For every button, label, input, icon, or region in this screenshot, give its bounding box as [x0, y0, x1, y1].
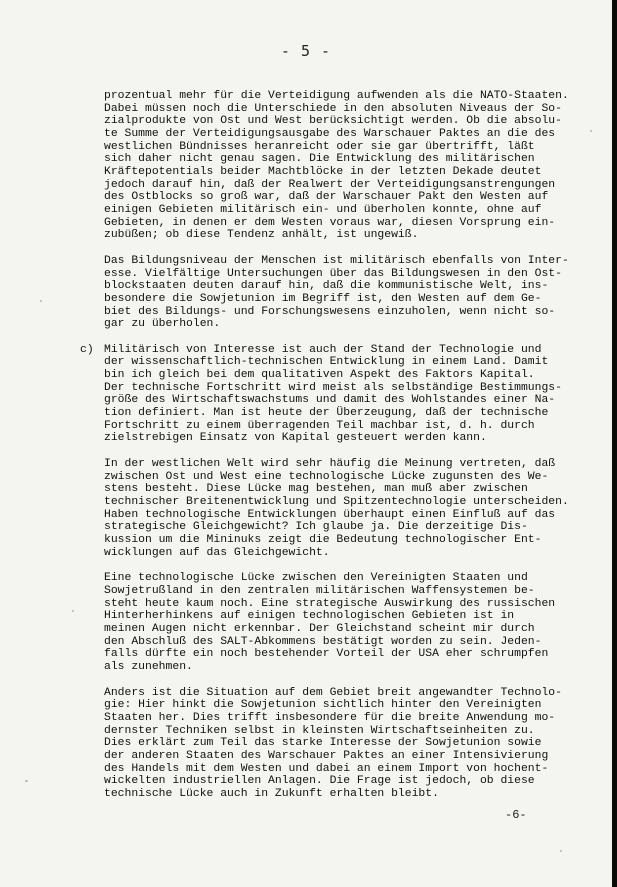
text-line: sich daher nicht genau sagen. Die Entwicklung des militärischen [104, 153, 535, 166]
text-line: größe des Wirtschaftswachstums und damit des Wohlstandes einer Na- [104, 394, 556, 407]
text-line: blockstaaten deuten darauf hin, daß die kommunistische Welt, ins- [104, 280, 549, 293]
text-line: In der westlichen Welt wird sehr häufig die Meinung vertreten, daß [104, 458, 556, 471]
text-line: Der technische Fortschritt wird meist als selbständige Bestimmungs- [104, 381, 562, 394]
text-line: te Summe der Verteidigungsausgabe des Warschauer Paktes an die des [104, 127, 556, 140]
text-line: wickelten industriellen Anlagen. Die Frage ist jedoch, ob diese [104, 775, 535, 788]
text-line: zubüßen; ob diese Tendenz anhält, ist ungewiß. [104, 229, 419, 242]
text-line: Anders ist die Situation auf dem Gebiet breit angewandter Technolo- [104, 686, 562, 699]
text-line: Haben technologische Entwicklungen überhaupt einen Einfluß auf das [104, 508, 556, 521]
text-line: den Abschluß des SALT-Abkommens bestätigt worden zu sein. Jeden- [104, 635, 542, 648]
text-line: prozentual mehr für die Verteidigung aufwenden als die NATO-Staaten. [104, 90, 569, 102]
text-line: westlichen Bündnisses heranreicht oder sie gar übertrifft, läßt [104, 140, 535, 153]
text-line: des Handels mit dem Westen und dabei an einem Import von hochent- [104, 762, 549, 775]
text-line: biet des Bildungs- und Forschungswesens einzuholen, wenn nicht so- [104, 305, 556, 318]
scan-speck [25, 780, 28, 782]
paragraph [104, 458, 600, 559]
text-line: Kräftepotentials beider Machtblöcke in der letzten Dekade deutet [104, 165, 542, 178]
text-line: gar zu überholen. [104, 318, 221, 331]
text-line: Hinterherhinkens auf einigen technologischen Gebieten ist in [104, 610, 515, 623]
text-line: Sowjetrußland in den zentralen militärischen Waffensystemen be- [104, 584, 535, 597]
list-marker: c) [80, 343, 94, 356]
text-line: einigen Gebieten militärisch ein- und überholen konnte, ohne auf [104, 203, 542, 216]
text-line: steht heute kaum noch. Eine strategische Auswirkung des russischen [104, 597, 556, 610]
text-line: wicklungen auf das Gleichgewicht. [104, 546, 330, 559]
text-line: gie: Hier hinkt die Sowjetunion sichtlich hinter den Vereinigten [104, 699, 542, 712]
scan-speck [590, 130, 592, 132]
text-line: technischer Breitenentwicklung und Spitzentechnologie unterscheiden. [104, 496, 569, 509]
text-line: Gebieten, in denen er dem Westen voraus war, diesen Vorsprung ein- [104, 216, 556, 229]
page-number: - 5 - [280, 42, 332, 60]
text-line: des Ostblocks so groß war, daß der Warschauer Pakt den Westen auf [104, 191, 549, 204]
scan-edge [612, 0, 617, 887]
text-line: Dabei müssen noch die Unterschiede in den absoluten Niveaus der So- [104, 102, 562, 115]
paragraph [104, 90, 600, 242]
scan-speck [560, 850, 562, 852]
paragraph [104, 255, 600, 331]
text-line: zialprodukte von Ost und West berücksichtigt werden. Ob die absolu- [104, 115, 562, 128]
paragraph [104, 572, 600, 673]
text-line: Fortschritt zu einem überragenden Teil machbar ist, d. h. durch [104, 419, 535, 432]
text-line: Dies erklärt zum Teil das starke Interesse der Sowjetunion sowie [104, 737, 542, 750]
text-line: Das Bildungsniveau der Menschen ist militärisch ebenfalls von Inter- [104, 254, 569, 267]
next-page-marker: -6- [505, 808, 527, 822]
text-line: technische Lücke auch in Zukunft erhalten bleibt. [104, 787, 439, 800]
text-line: zwischen Ost und West eine technologische Lücke zugunsten des We- [104, 470, 549, 483]
list-item-paragraph [80, 343, 600, 445]
text-line: esse. Vielfältige Untersuchungen über das Bildungswesen in den Ost- [104, 267, 562, 280]
text-line: meinen Augen nicht erkennbar. Der Gleichstand scheint mir durch [104, 622, 535, 635]
text-line: strategische Gleichgewicht? Ich glaube ja. Die derzeitige Dis- [104, 521, 528, 534]
body-text [80, 90, 600, 813]
text-line: der anderen Staaten des Warschauer Paktes an einer Intensivierung [104, 749, 549, 762]
text-line: Staaten her. Dies trifft insbesondere für die breite Anwendung mo- [104, 711, 556, 724]
text-line: als zunehmen. [104, 660, 193, 673]
scan-speck [40, 300, 42, 302]
text-line: der wissenschaftlich-technischen Entwicklung in einem Land. Damit [104, 356, 549, 369]
text-line: Militärisch von Interesse ist auch der Stand der Technologie und [104, 343, 542, 356]
text-line: bin ich gleich bei dem qualitativen Aspekt des Faktors Kapital. [104, 369, 535, 382]
text-line: dernster Techniken selbst in kleinsten Wirtschaftseinheiten zu. [104, 724, 535, 737]
text-line: stens besteht. Diese Lücke mag bestehen, man muß aber zwischen [104, 483, 528, 496]
text-line: falls dürfte ein noch bestehender Vorteil der USA eher schrumpfen [104, 648, 549, 661]
text-line: jedoch darauf hin, daß der Realwert der Verteidigungsanstrengungen [104, 178, 556, 191]
text-line: kussion um die Mininuks zeigt die Bedeutung technologischer Ent- [104, 534, 542, 546]
text-line: besondere die Sowjetunion im Begriff ist, den Westen auf dem Ge- [104, 292, 542, 305]
text-line: Eine technologische Lücke zwischen den Vereinigten Staaten und [104, 572, 528, 585]
scan-speck [72, 610, 74, 612]
text-line: tion definiert. Man ist heute der Überzeugung, daß der technische [104, 407, 549, 420]
text-line: zielstrebigen Einsatz von Kapital gesteuert werden kann. [104, 432, 487, 445]
paragraph [104, 687, 600, 801]
